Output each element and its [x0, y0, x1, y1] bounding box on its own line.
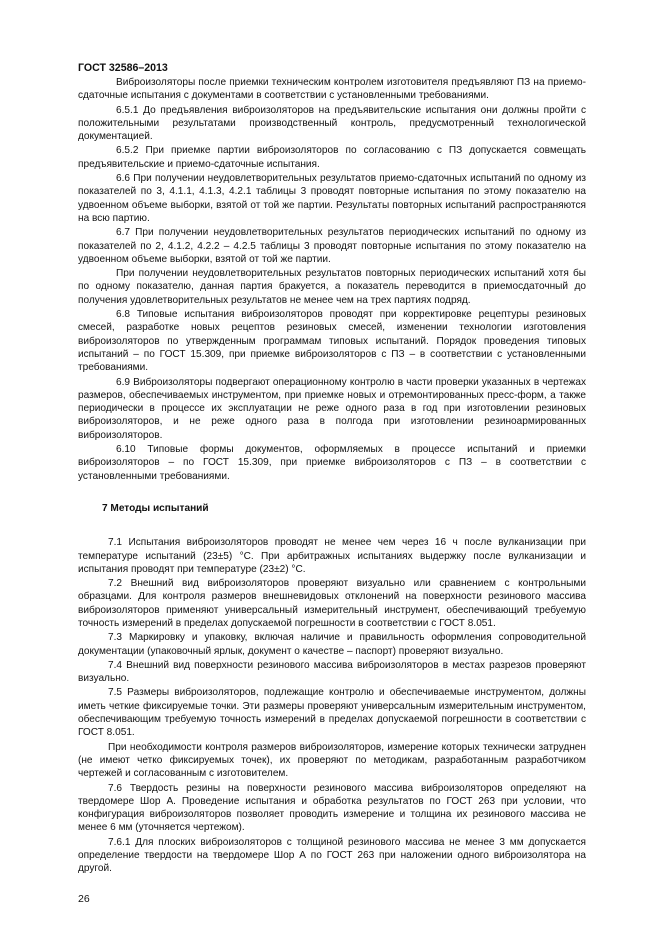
document-body [78, 76, 586, 877]
paragraph: 7.5 Размеры виброизоляторов, подлежащие контролю и обеспечиваемые инструментом, должны иметь четкие фиксируемые точки. Эти размеры проверяют универсальным измерительным инструментом, обеспечивающим требуемую точность измерений в пределах допускаемой погрешности в соответствии с ГОСТ 8.051. [78, 687, 586, 739]
paragraph: 7.2 Внешний вид виброизоляторов проверяют визуально или сравнением с контрольными образцами. Для контроля размеров внешневидовых отклонений на поверхности резинового массива виброизоляторов применяют универсальный измерительный инструмент, обеспечивающий требуемую точность измерений в пределах допускаемой погрешности в соответствии с ГОСТ 8.051. [78, 578, 586, 629]
section-heading: 7 Методы испытаний [102, 502, 209, 514]
paragraph: 6.7 При получении неудовлетворительных результатов периодических испытаний по одному из показателей по 2, 4.1.2, 4.2.2 – 4.2.5 таблицы 3 проводят повторные испытания по этому показателю на удвоенном объеме выборки, взятой от той же партии. [78, 227, 586, 265]
paragraph: 6.9 Виброизоляторы подвергают операционному контролю в части проверки указанных в чертежах размеров, обеспечиваемых инструментом, при приемке новых и отремонтированных пресс-форм, а также периодически в процессе их эксплуатации не реже одного раза в год при изготовлении резиновых виброизоляторов, и не реже одного раза в полгода при изготовлении резиноармированных виброизоляторов. [78, 376, 586, 441]
page-number: 26 [78, 893, 90, 905]
paragraph: 7.1 Испытания виброизоляторов проводят не менее чем через 16 ч после вулканизации при температуре испытаний (23±5) °С. При арбитражных испытаниях выдержку после вулканизации и испытания проводят при температуре (23±2) °С. [78, 537, 586, 575]
paragraph: 7.6.1 Для плоских виброизоляторов с толщиной резинового массива не менее 3 мм допускается определение твердости на твердомере Шор А по ГОСТ 263 при наложении одного виброизолятора на другой. [78, 836, 586, 875]
paragraph: Виброизоляторы после приемки техническим контролем изготовителя предъявляют ПЗ на приемо-сдаточные испытания с документами в соответствии с установленными требованиями. [78, 77, 586, 102]
section-7-body [78, 536, 586, 875]
paragraph: 6.5.2 При приемке партии виброизоляторов по согласованию с ПЗ допускается совмещать предъявительские и приемо-сдаточные испытания. [78, 145, 586, 170]
paragraph: 7.3 Маркировку и упаковку, включая наличие и правильность оформления сопроводительной документации (упаковочный ярлык, документ о качестве – паспорт) проверяют визуально. [78, 632, 586, 657]
paragraph: 7.4 Внешний вид поверхности резинового массива виброизоляторов в местах разрезов проверяют визуально. [78, 659, 586, 685]
paragraph: 6.10 Типовые формы документов, оформляемых в процессе испытаний и приемки виброизоляторов – по ГОСТ 15.309, при приемке виброизоляторов с ПЗ – в соответствии с установленными требованиями. [78, 444, 586, 482]
paragraph: При получении неудовлетворительных результатов повторных периодических испытаний хотя бы по одному показателю, данная партия бракуется, а показатель переводится в приемосдаточный до получения удовлетворительных результатов не менее чем на трех партиях подряд. [78, 268, 586, 306]
paragraph: 6.5.1 До предъявления виброизоляторов на предъявительские испытания они должны пройти с положительными результатами производственный контроль, предусмотренный технологической документацией. [78, 104, 586, 143]
paragraph: При необходимости контроля размеров виброизоляторов, измерение которых технически затруднен (не имеют четко фиксируемых точек), их проверяют по методикам, разработанным разработчиком чертежей и согласованным с изготовителем. [78, 741, 586, 780]
section-6-continued [78, 76, 586, 483]
paragraph: 6.8 Типовые испытания виброизоляторов проводят при корректировке рецептуры резиновых смесей, разработке новых рецептов резиновых смесей, изменении технологии изготовления виброизоляторов по утвержденным программам типовых испытаний. Порядок проведения типовых испытаний – по ГОСТ 15.309, при приемке виброизоляторов с ПЗ – в соответствии с установленными требованиями. [78, 309, 586, 374]
paragraph: 6.6 При получении неудовлетворительных результатов приемо-сдаточных испытаний по одному из показателей по 3, 4.1.1, 4.1.3, 4.2.1 таблицы 3 проводят повторные испытания по этому показателю на удвоенном объеме выборки, взятой от той же партии. Результаты повторных испытаний распространяются на всю партию. [78, 173, 586, 224]
document-header: ГОСТ 32586–2013 [78, 62, 168, 74]
paragraph: 7.6 Твердость резины на поверхности резинового массива виброизоляторов определяют на твердомере Шор А. Проведение испытания и обработка результатов по ГОСТ 263 при условии, что конфигурация виброизоляторов позволяет проводить измерение и толщина их резинового массива не менее 6 мм (уточняется чертежом). [78, 782, 586, 834]
